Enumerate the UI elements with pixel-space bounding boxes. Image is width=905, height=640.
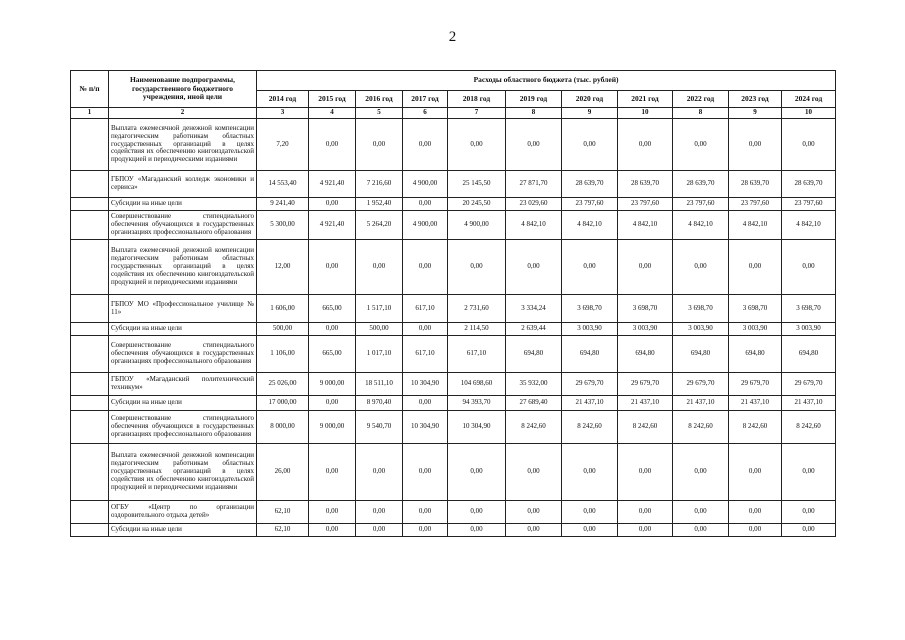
value-cell: 617,10 — [403, 295, 448, 323]
value-cell: 35 932,00 — [506, 373, 562, 396]
value-cell: 28 639,70 — [729, 171, 782, 198]
column-number: 9 — [562, 108, 618, 119]
value-cell: 0,00 — [673, 501, 729, 524]
value-cell: 0,00 — [673, 119, 729, 171]
row-number-cell — [71, 411, 109, 444]
header-num: № п/п — [71, 71, 109, 108]
value-cell: 0,00 — [729, 501, 782, 524]
value-cell: 0,00 — [403, 444, 448, 501]
year-header: 2015 год — [309, 91, 356, 108]
value-cell: 500,00 — [356, 323, 403, 336]
value-cell: 1 106,00 — [257, 336, 309, 373]
value-cell: 3 334,24 — [506, 295, 562, 323]
table-row — [71, 323, 836, 336]
value-cell: 3 003,90 — [673, 323, 729, 336]
value-cell: 4 921,40 — [309, 211, 356, 240]
value-cell: 29 679,70 — [673, 373, 729, 396]
value-cell: 694,80 — [506, 336, 562, 373]
value-cell: 62,10 — [257, 501, 309, 524]
value-cell: 0,00 — [506, 501, 562, 524]
value-cell: 0,00 — [403, 198, 448, 211]
value-cell: 0,00 — [309, 501, 356, 524]
value-cell: 0,00 — [618, 240, 673, 295]
column-number: 6 — [403, 108, 448, 119]
value-cell: 0,00 — [618, 444, 673, 501]
value-cell: 0,00 — [562, 119, 618, 171]
column-number: 5 — [356, 108, 403, 119]
value-cell: 0,00 — [782, 524, 836, 537]
value-cell: 3 698,70 — [782, 295, 836, 323]
column-number: 8 — [506, 108, 562, 119]
value-cell: 10 304,90 — [403, 411, 448, 444]
value-cell: 10 304,90 — [448, 411, 506, 444]
column-number: 8 — [673, 108, 729, 119]
page-number: 2 — [448, 29, 457, 45]
row-number-cell — [71, 295, 109, 323]
row-name: Субсидии на иные цели — [109, 198, 257, 211]
table-row — [71, 198, 836, 211]
value-cell: 0,00 — [506, 240, 562, 295]
value-cell: 4 921,40 — [309, 171, 356, 198]
value-cell: 665,00 — [309, 336, 356, 373]
value-cell: 26,00 — [257, 444, 309, 501]
value-cell: 3 003,90 — [618, 323, 673, 336]
value-cell: 665,00 — [309, 295, 356, 323]
row-name: Субсидии на иные цели — [109, 524, 257, 537]
value-cell: 9 241,40 — [257, 198, 309, 211]
value-cell: 0,00 — [448, 524, 506, 537]
row-number-cell — [71, 396, 109, 411]
value-cell: 12,00 — [257, 240, 309, 295]
value-cell: 0,00 — [562, 501, 618, 524]
row-name: Выплата ежемесячной денежной компенсации педагогическим работникам областных государственных организаций в целях содействия их обеспечению книгоиздательской продукцией и периодическими изданиями — [109, 240, 257, 295]
value-cell: 29 679,70 — [729, 373, 782, 396]
column-number: 2 — [109, 108, 257, 119]
value-cell: 21 437,10 — [673, 396, 729, 411]
value-cell: 25 026,00 — [257, 373, 309, 396]
row-name: Совершенствование стипендиального обеспечения обучающихся в государственных организациях профессионального образования — [109, 336, 257, 373]
row-number-cell — [71, 501, 109, 524]
row-number-cell — [71, 198, 109, 211]
year-header: 2014 год — [257, 91, 309, 108]
value-cell: 500,00 — [257, 323, 309, 336]
value-cell: 9 000,00 — [309, 373, 356, 396]
year-header: 2023 год — [729, 91, 782, 108]
value-cell: 0,00 — [403, 323, 448, 336]
value-cell: 0,00 — [729, 444, 782, 501]
row-name: ОГБУ «Центр по организации оздоровительного отдыха детей» — [109, 501, 257, 524]
value-cell: 7 216,60 — [356, 171, 403, 198]
column-number: 1 — [71, 108, 109, 119]
value-cell: 8 242,60 — [506, 411, 562, 444]
value-cell: 0,00 — [403, 501, 448, 524]
value-cell: 0,00 — [782, 444, 836, 501]
value-cell: 0,00 — [562, 524, 618, 537]
value-cell: 0,00 — [448, 240, 506, 295]
table-row — [71, 171, 836, 198]
row-number-cell — [71, 373, 109, 396]
value-cell: 28 639,70 — [782, 171, 836, 198]
table-row — [71, 119, 836, 171]
value-cell: 8 242,60 — [782, 411, 836, 444]
value-cell: 27 689,40 — [506, 396, 562, 411]
row-name: Совершенствование стипендиального обеспечения обучающихся в государственных организациях профессионального образования — [109, 211, 257, 240]
row-name: Субсидии на иные цели — [109, 396, 257, 411]
row-number-cell — [71, 323, 109, 336]
column-number: 3 — [257, 108, 309, 119]
value-cell: 0,00 — [782, 119, 836, 171]
value-cell: 4 842,10 — [506, 211, 562, 240]
value-cell: 0,00 — [562, 444, 618, 501]
value-cell: 3 003,90 — [729, 323, 782, 336]
table-row — [71, 444, 836, 501]
value-cell: 23 029,60 — [506, 198, 562, 211]
row-name: Совершенствование стипендиального обеспечения обучающихся в государственных организациях профессионального образования — [109, 411, 257, 444]
column-number: 10 — [782, 108, 836, 119]
value-cell: 10 304,90 — [403, 373, 448, 396]
value-cell: 4 842,10 — [673, 211, 729, 240]
value-cell: 8 242,60 — [729, 411, 782, 444]
column-number-row — [71, 108, 836, 119]
value-cell: 0,00 — [782, 501, 836, 524]
value-cell: 0,00 — [403, 119, 448, 171]
value-cell: 21 437,10 — [782, 396, 836, 411]
value-cell: 0,00 — [673, 524, 729, 537]
value-cell: 0,00 — [403, 396, 448, 411]
value-cell: 0,00 — [309, 240, 356, 295]
year-header: 2018 год — [448, 91, 506, 108]
value-cell: 694,80 — [618, 336, 673, 373]
value-cell: 0,00 — [356, 444, 403, 501]
row-number-cell — [71, 444, 109, 501]
value-cell: 23 797,60 — [562, 198, 618, 211]
row-name: Выплата ежемесячной денежной компенсации педагогическим работникам областных государственных организаций в целях содействия их обеспечению книгоиздательской продукцией и периодическими изданиями — [109, 119, 257, 171]
value-cell: 94 393,70 — [448, 396, 506, 411]
row-name: Субсидии на иные цели — [109, 323, 257, 336]
header-expenses: Расходы областного бюджета (тыс. рублей) — [257, 71, 836, 91]
value-cell: 104 698,60 — [448, 373, 506, 396]
value-cell: 1 017,10 — [356, 336, 403, 373]
year-header: 2019 год — [506, 91, 562, 108]
value-cell: 9 540,70 — [356, 411, 403, 444]
value-cell: 29 679,70 — [618, 373, 673, 396]
budget-table — [70, 70, 836, 537]
year-header: 2022 год — [673, 91, 729, 108]
value-cell: 0,00 — [356, 524, 403, 537]
value-cell: 18 511,10 — [356, 373, 403, 396]
column-number: 7 — [448, 108, 506, 119]
value-cell: 23 797,60 — [618, 198, 673, 211]
year-header: 2016 год — [356, 91, 403, 108]
row-number-cell — [71, 171, 109, 198]
value-cell: 5 264,20 — [356, 211, 403, 240]
value-cell: 0,00 — [356, 501, 403, 524]
value-cell: 25 145,50 — [448, 171, 506, 198]
value-cell: 0,00 — [448, 119, 506, 171]
table-row — [71, 373, 836, 396]
value-cell: 0,00 — [309, 198, 356, 211]
value-cell: 694,80 — [673, 336, 729, 373]
year-header: 2020 год — [562, 91, 618, 108]
value-cell: 694,80 — [562, 336, 618, 373]
value-cell: 2 114,50 — [448, 323, 506, 336]
value-cell: 4 842,10 — [618, 211, 673, 240]
table-row — [71, 411, 836, 444]
value-cell: 23 797,60 — [673, 198, 729, 211]
value-cell: 5 300,00 — [257, 211, 309, 240]
value-cell: 23 797,60 — [782, 198, 836, 211]
value-cell: 0,00 — [356, 240, 403, 295]
value-cell: 20 245,50 — [448, 198, 506, 211]
value-cell: 3 698,70 — [729, 295, 782, 323]
row-number-cell — [71, 240, 109, 295]
value-cell: 1 606,00 — [257, 295, 309, 323]
value-cell: 617,10 — [403, 336, 448, 373]
value-cell: 7,20 — [257, 119, 309, 171]
value-cell: 29 679,70 — [562, 373, 618, 396]
row-number-cell — [71, 119, 109, 171]
column-number: 4 — [309, 108, 356, 119]
value-cell: 0,00 — [448, 501, 506, 524]
table-row — [71, 295, 836, 323]
value-cell: 3 698,70 — [562, 295, 618, 323]
value-cell: 4 842,10 — [562, 211, 618, 240]
table-row — [71, 501, 836, 524]
value-cell: 4 900,00 — [403, 211, 448, 240]
table-row — [71, 240, 836, 295]
value-cell: 694,80 — [782, 336, 836, 373]
value-cell: 8 242,60 — [618, 411, 673, 444]
row-number-cell — [71, 336, 109, 373]
value-cell: 8 242,60 — [562, 411, 618, 444]
header-name: Наименование подпрограммы, государственного бюджетного учреждения, иной цели — [109, 71, 257, 108]
value-cell: 2 731,60 — [448, 295, 506, 323]
column-number: 9 — [729, 108, 782, 119]
value-cell: 0,00 — [673, 240, 729, 295]
value-cell: 28 639,70 — [618, 171, 673, 198]
value-cell: 0,00 — [618, 501, 673, 524]
table-row — [71, 524, 836, 537]
value-cell: 0,00 — [673, 444, 729, 501]
value-cell: 4 900,00 — [403, 171, 448, 198]
value-cell: 1 952,40 — [356, 198, 403, 211]
value-cell: 0,00 — [506, 444, 562, 501]
value-cell: 0,00 — [618, 524, 673, 537]
row-name: ГБПОУ «Магаданский политехнический техникум» — [109, 373, 257, 396]
value-cell: 1 517,10 — [356, 295, 403, 323]
value-cell: 0,00 — [448, 444, 506, 501]
table-row — [71, 336, 836, 373]
value-cell: 3 003,90 — [782, 323, 836, 336]
value-cell: 8 000,00 — [257, 411, 309, 444]
row-name: ГБПОУ «Магаданский колледж экономики и сервиса» — [109, 171, 257, 198]
value-cell: 617,10 — [448, 336, 506, 373]
table-row — [71, 211, 836, 240]
value-cell: 0,00 — [618, 119, 673, 171]
year-header: 2024 год — [782, 91, 836, 108]
row-name: ГБПОУ МО «Профессиональное училище № 11» — [109, 295, 257, 323]
value-cell: 9 000,00 — [309, 411, 356, 444]
year-header: 2021 год — [618, 91, 673, 108]
value-cell: 62,10 — [257, 524, 309, 537]
value-cell: 4 900,00 — [448, 211, 506, 240]
value-cell: 0,00 — [729, 524, 782, 537]
value-cell: 23 797,60 — [729, 198, 782, 211]
value-cell: 0,00 — [309, 524, 356, 537]
value-cell: 694,80 — [729, 336, 782, 373]
value-cell: 21 437,10 — [618, 396, 673, 411]
value-cell: 3 698,70 — [673, 295, 729, 323]
value-cell: 3 003,90 — [562, 323, 618, 336]
value-cell: 0,00 — [309, 396, 356, 411]
table-row — [71, 396, 836, 411]
value-cell: 0,00 — [309, 119, 356, 171]
value-cell: 21 437,10 — [729, 396, 782, 411]
value-cell: 8 970,40 — [356, 396, 403, 411]
value-cell: 0,00 — [309, 323, 356, 336]
year-header: 2017 год — [403, 91, 448, 108]
value-cell: 27 871,70 — [506, 171, 562, 198]
value-cell: 0,00 — [309, 444, 356, 501]
column-number: 10 — [618, 108, 673, 119]
value-cell: 0,00 — [782, 240, 836, 295]
value-cell: 0,00 — [729, 240, 782, 295]
value-cell: 0,00 — [403, 240, 448, 295]
value-cell: 28 639,70 — [673, 171, 729, 198]
value-cell: 0,00 — [506, 119, 562, 171]
value-cell: 3 698,70 — [618, 295, 673, 323]
value-cell: 4 842,10 — [782, 211, 836, 240]
value-cell: 0,00 — [506, 524, 562, 537]
value-cell: 17 000,00 — [257, 396, 309, 411]
value-cell: 29 679,70 — [782, 373, 836, 396]
value-cell: 0,00 — [356, 119, 403, 171]
row-name: Выплата ежемесячной денежной компенсации педагогическим работникам областных государственных организаций в целях содействия их обеспечению книгоиздательской продукцией и периодическими изданиями — [109, 444, 257, 501]
value-cell: 0,00 — [562, 240, 618, 295]
value-cell: 0,00 — [729, 119, 782, 171]
value-cell: 2 639,44 — [506, 323, 562, 336]
value-cell: 21 437,10 — [562, 396, 618, 411]
value-cell: 28 639,70 — [562, 171, 618, 198]
row-number-cell — [71, 524, 109, 537]
value-cell: 14 553,40 — [257, 171, 309, 198]
row-number-cell — [71, 211, 109, 240]
value-cell: 0,00 — [403, 524, 448, 537]
value-cell: 8 242,60 — [673, 411, 729, 444]
value-cell: 4 842,10 — [729, 211, 782, 240]
